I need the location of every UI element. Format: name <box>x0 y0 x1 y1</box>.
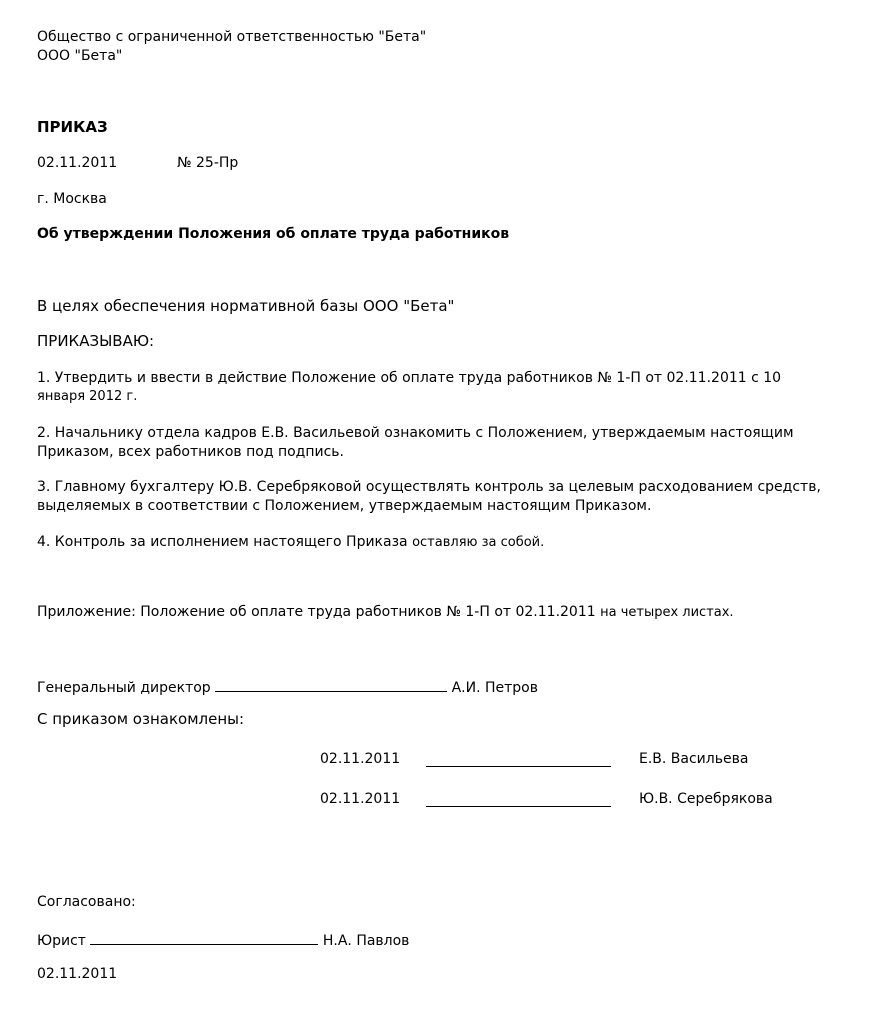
org-full-name: Общество с ограниченной ответственностью "Бета" <box>37 29 427 45</box>
acq-date-1: 02.11.2011 <box>320 751 401 767</box>
item-4 <box>37 534 544 550</box>
doc-title: Об утверждении Положения об оплате труда работников <box>37 226 510 242</box>
doc-city: г. Москва <box>37 191 107 207</box>
doc-date: 02.11.2011 <box>37 155 118 171</box>
attachment <box>37 604 734 620</box>
director-name: А.И. Петров <box>451 680 538 696</box>
acq-signature-blank-1 <box>426 752 611 767</box>
director-signature-blank <box>215 677 447 692</box>
item-3-line-2: выделяемых в соответствии с Положением, утверждаемым настоящим Приказом. <box>37 498 652 514</box>
attachment-main: Приложение: Положение об оплате труда работников № 1-П от 02.11.2011 <box>37 604 596 620</box>
order-word: ПРИКАЗЫВАЮ: <box>37 332 155 350</box>
director-signature-line <box>37 677 538 696</box>
item-3-line-1: 3. Главному бухгалтеру Ю.В. Серебряковой осуществлять контроль за целевым расходованием средств, <box>37 479 821 495</box>
item-1-line-2: января 2012 г. <box>37 389 138 404</box>
acquainted-label: С приказом ознакомлены: <box>37 710 245 728</box>
attachment-tail: на четырех листах. <box>600 605 734 620</box>
preamble: В целях обеспечения нормативной базы ООО "Бета" <box>37 297 455 315</box>
item-4-main: 4. Контроль за исполнением настоящего Приказа <box>37 534 408 550</box>
lawyer-signature-line <box>37 930 409 949</box>
item-4-tail: оставляю за собой. <box>412 535 545 550</box>
item-2-line-2: Приказом, всех работников под подпись. <box>37 444 345 460</box>
lawyer-name: Н.А. Павлов <box>322 933 410 949</box>
agreed-label: Согласовано: <box>37 894 136 910</box>
doc-type: ПРИКАЗ <box>37 118 108 136</box>
doc-number: № 25-Пр <box>177 155 239 171</box>
agreed-date: 02.11.2011 <box>37 966 118 982</box>
acq-name-2: Ю.В. Серебрякова <box>639 791 773 807</box>
lawyer-title: Юрист <box>37 933 86 949</box>
director-title: Генеральный директор <box>37 680 211 696</box>
lawyer-signature-blank <box>90 930 318 945</box>
org-short-name: ООО "Бета" <box>37 48 123 64</box>
acq-date-2: 02.11.2011 <box>320 791 401 807</box>
acq-signature-blank-2 <box>426 792 611 807</box>
item-1-line-1: 1. Утвердить и ввести в действие Положение об оплате труда работников № 1-П от 02.11.2011 с 10 <box>37 370 782 386</box>
acq-name-1: Е.В. Васильева <box>639 751 749 767</box>
item-2-line-1: 2. Начальнику отдела кадров Е.В. Васильевой ознакомить с Положением, утверждаемым настоящим <box>37 425 794 441</box>
